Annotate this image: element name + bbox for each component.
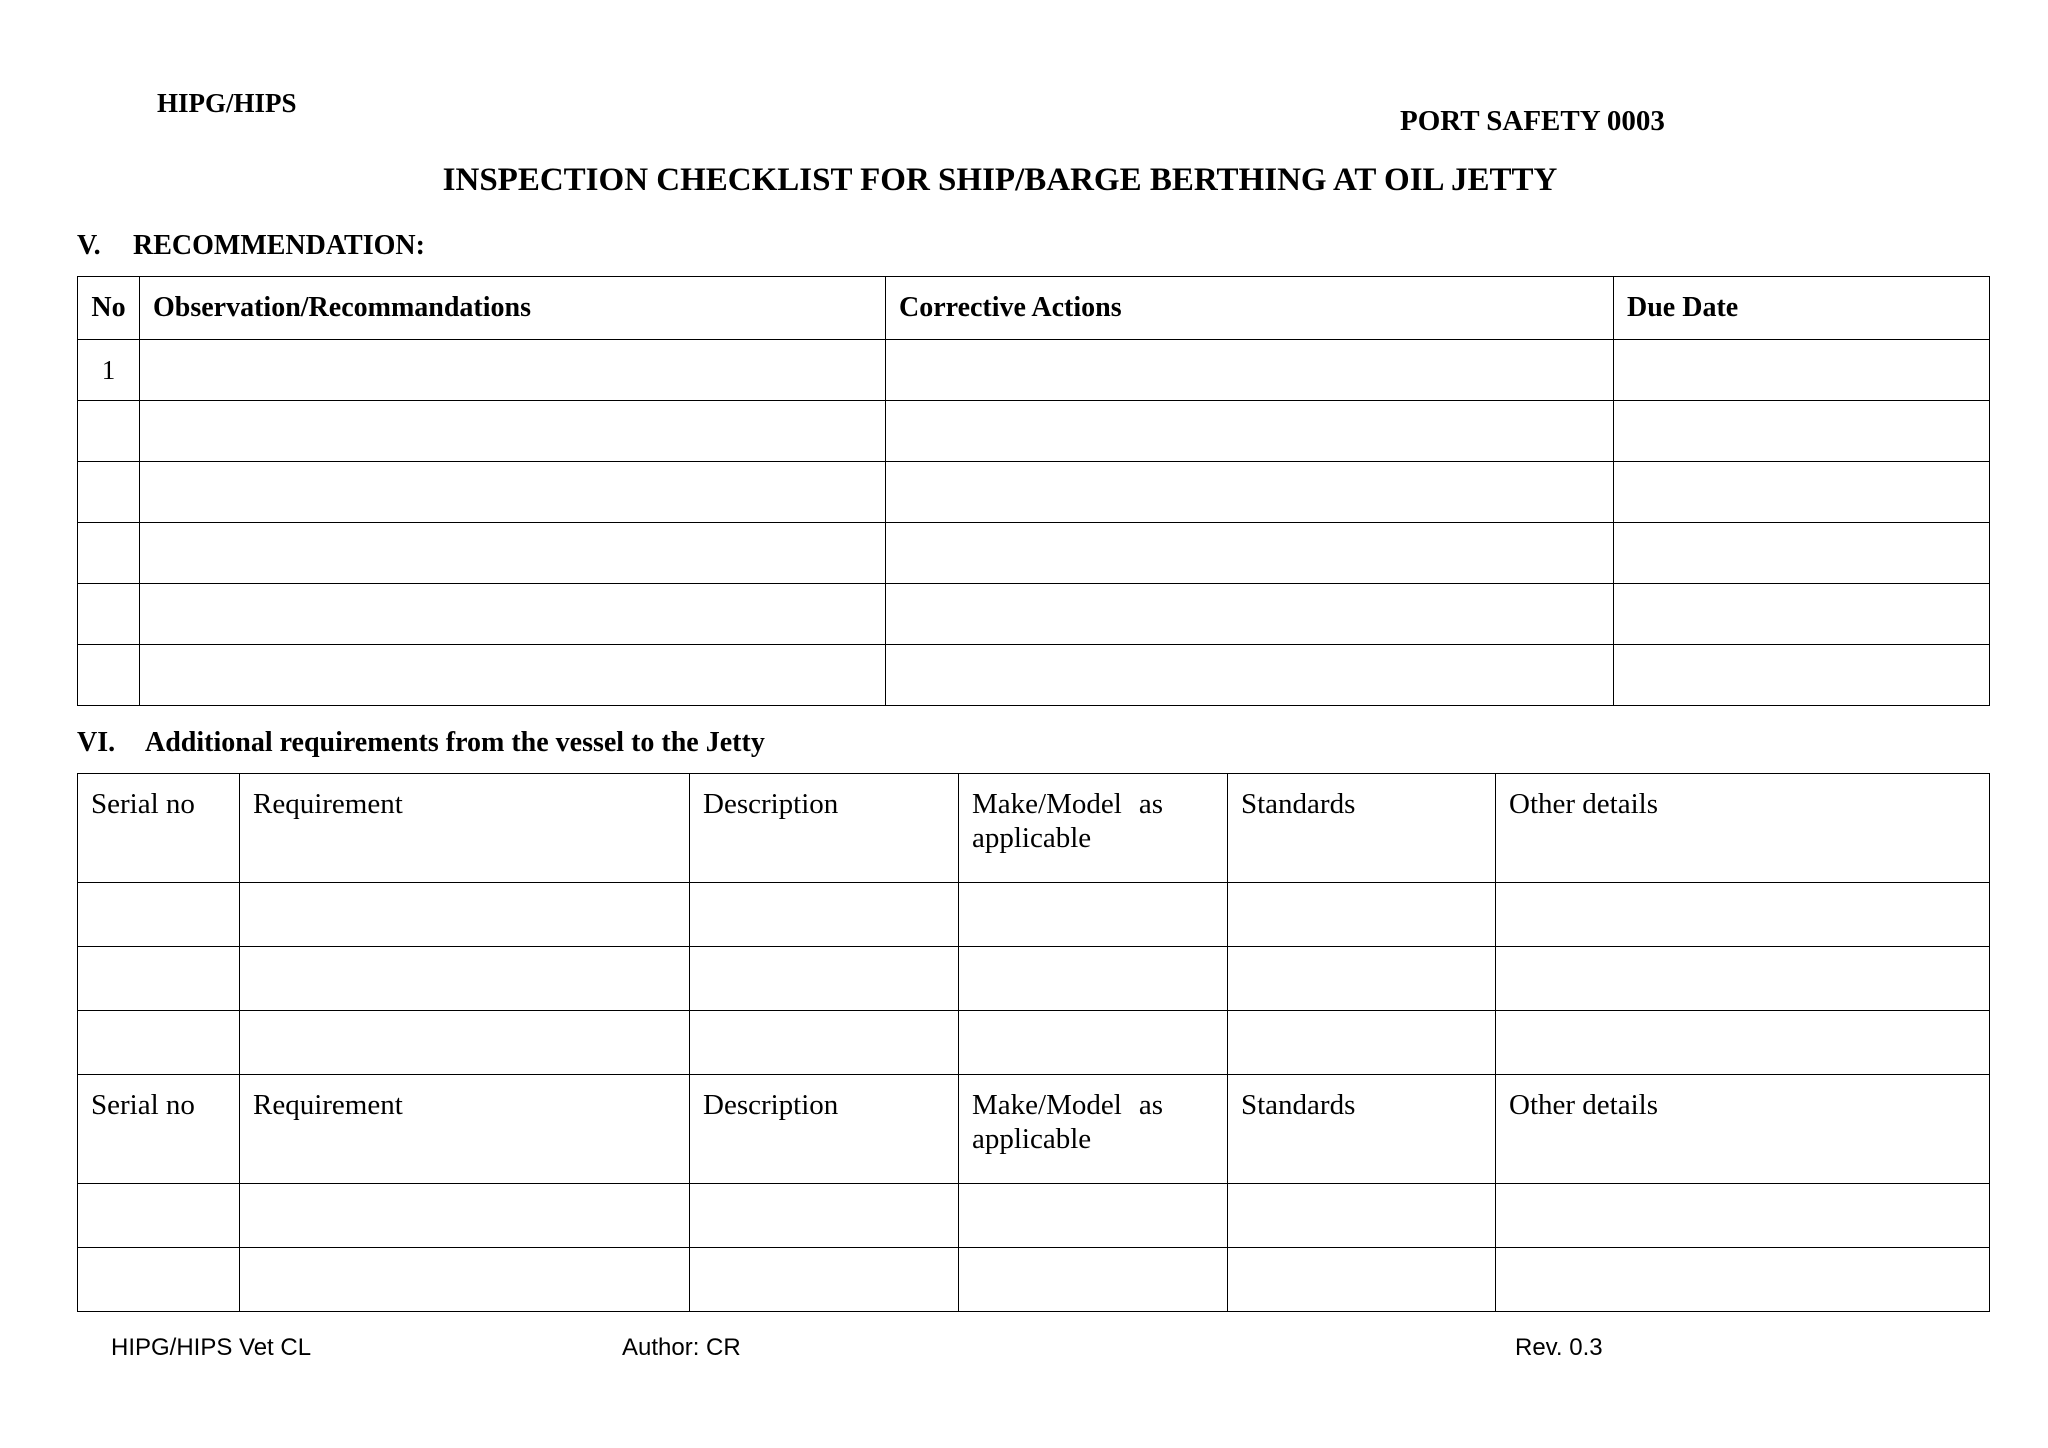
row-number-cell[interactable] (78, 645, 140, 706)
due-date-cell[interactable] (1614, 584, 1990, 645)
serial-no-cell[interactable] (78, 947, 240, 1011)
observation-cell[interactable] (140, 523, 886, 584)
table-header-row (78, 774, 1990, 883)
corrective-action-cell[interactable] (886, 645, 1614, 706)
column-header-requirement: Requirement (240, 1075, 690, 1184)
corrective-action-cell[interactable] (886, 401, 1614, 462)
description-cell[interactable] (690, 1248, 959, 1312)
row-number-cell[interactable] (78, 523, 140, 584)
make-model-cell[interactable] (959, 947, 1228, 1011)
serial-no-cell[interactable] (78, 883, 240, 947)
column-header-serial-no: Serial no (78, 774, 240, 883)
observation-cell[interactable] (140, 584, 886, 645)
due-date-cell[interactable] (1614, 462, 1990, 523)
column-header-due-date: Due Date (1614, 277, 1990, 340)
other-details-cell[interactable] (1496, 1011, 1990, 1075)
column-header-observation: Observation/Recommandations (140, 277, 886, 340)
standards-cell[interactable] (1228, 1011, 1496, 1075)
table-row (78, 401, 1990, 462)
make-model-cell[interactable] (959, 1184, 1228, 1248)
description-cell[interactable] (690, 1011, 959, 1075)
due-date-cell[interactable] (1614, 523, 1990, 584)
observation-cell[interactable] (140, 340, 886, 401)
other-details-cell[interactable] (1496, 883, 1990, 947)
document-title: INSPECTION CHECKLIST FOR SHIP/BARGE BERTHING AT OIL JETTY (442, 162, 1558, 198)
table-row (78, 1248, 1990, 1312)
table-row (78, 584, 1990, 645)
other-details-cell[interactable] (1496, 1184, 1990, 1248)
corrective-action-cell[interactable] (886, 523, 1614, 584)
section-number: VI. (77, 727, 116, 758)
due-date-cell[interactable] (1614, 340, 1990, 401)
corrective-action-cell[interactable] (886, 340, 1614, 401)
observation-cell[interactable] (140, 645, 886, 706)
corrective-action-cell[interactable] (886, 584, 1614, 645)
table-header-row (78, 277, 1990, 340)
column-header-description: Description (690, 1075, 959, 1184)
document-code: PORT SAFETY 0003 (1400, 105, 1665, 137)
section-title: Additional requirements from the vessel to the Jetty (145, 727, 765, 758)
description-cell[interactable] (690, 883, 959, 947)
due-date-cell[interactable] (1614, 645, 1990, 706)
column-header-description: Description (690, 774, 959, 883)
row-number-cell[interactable] (78, 401, 140, 462)
section-title: RECOMMENDATION: (133, 230, 425, 261)
requirement-cell[interactable] (240, 883, 690, 947)
additional-requirements-table (77, 773, 1990, 1312)
corrective-action-cell[interactable] (886, 462, 1614, 523)
footer-author: Author: CR (622, 1334, 741, 1361)
observation-cell[interactable] (140, 401, 886, 462)
serial-no-cell[interactable] (78, 1011, 240, 1075)
column-header-requirement: Requirement (240, 774, 690, 883)
description-cell[interactable] (690, 947, 959, 1011)
standards-cell[interactable] (1228, 883, 1496, 947)
footer-document-id: HIPG/HIPS Vet CL (111, 1334, 312, 1361)
make-model-cell[interactable] (959, 1248, 1228, 1312)
standards-cell[interactable] (1228, 1248, 1496, 1312)
table-row (78, 883, 1990, 947)
row-number-cell[interactable] (78, 462, 140, 523)
table-row (78, 523, 1990, 584)
table-row (78, 1184, 1990, 1248)
header-organization: HIPG/HIPS (157, 88, 297, 118)
make-model-cell[interactable] (959, 1011, 1228, 1075)
column-header-make-model: Make/Model as applicable (959, 1075, 1228, 1184)
requirement-cell[interactable] (240, 1184, 690, 1248)
due-date-cell[interactable] (1614, 401, 1990, 462)
description-cell[interactable] (690, 1184, 959, 1248)
section-heading-recommendation (77, 230, 425, 262)
other-details-cell[interactable] (1496, 947, 1990, 1011)
section-number: V. (77, 230, 101, 261)
observation-cell[interactable] (140, 462, 886, 523)
row-number-cell[interactable]: 1 (78, 340, 140, 401)
column-header-standards: Standards (1228, 1075, 1496, 1184)
table-row (78, 462, 1990, 523)
table-row (78, 1011, 1990, 1075)
table-row (78, 947, 1990, 1011)
standards-cell[interactable] (1228, 1184, 1496, 1248)
column-header-other-details: Other details (1496, 774, 1990, 883)
serial-no-cell[interactable] (78, 1248, 240, 1312)
column-header-no: No (78, 277, 140, 340)
requirement-cell[interactable] (240, 1248, 690, 1312)
column-header-corrective-actions: Corrective Actions (886, 277, 1614, 340)
requirement-cell[interactable] (240, 1011, 690, 1075)
column-header-serial-no: Serial no (78, 1075, 240, 1184)
other-details-cell[interactable] (1496, 1248, 1990, 1312)
column-header-standards: Standards (1228, 774, 1496, 883)
serial-no-cell[interactable] (78, 1184, 240, 1248)
column-header-other-details: Other details (1496, 1075, 1990, 1184)
table-header-row-repeat (78, 1075, 1990, 1184)
section-heading-additional-requirements (77, 727, 765, 759)
recommendation-table (77, 276, 1990, 706)
table-row (78, 645, 1990, 706)
make-model-cell[interactable] (959, 883, 1228, 947)
footer-revision: Rev. 0.3 (1515, 1334, 1603, 1361)
standards-cell[interactable] (1228, 947, 1496, 1011)
requirement-cell[interactable] (240, 947, 690, 1011)
row-number-cell[interactable] (78, 584, 140, 645)
column-header-make-model: Make/Model as applicable (959, 774, 1228, 883)
table-row (78, 340, 1990, 401)
